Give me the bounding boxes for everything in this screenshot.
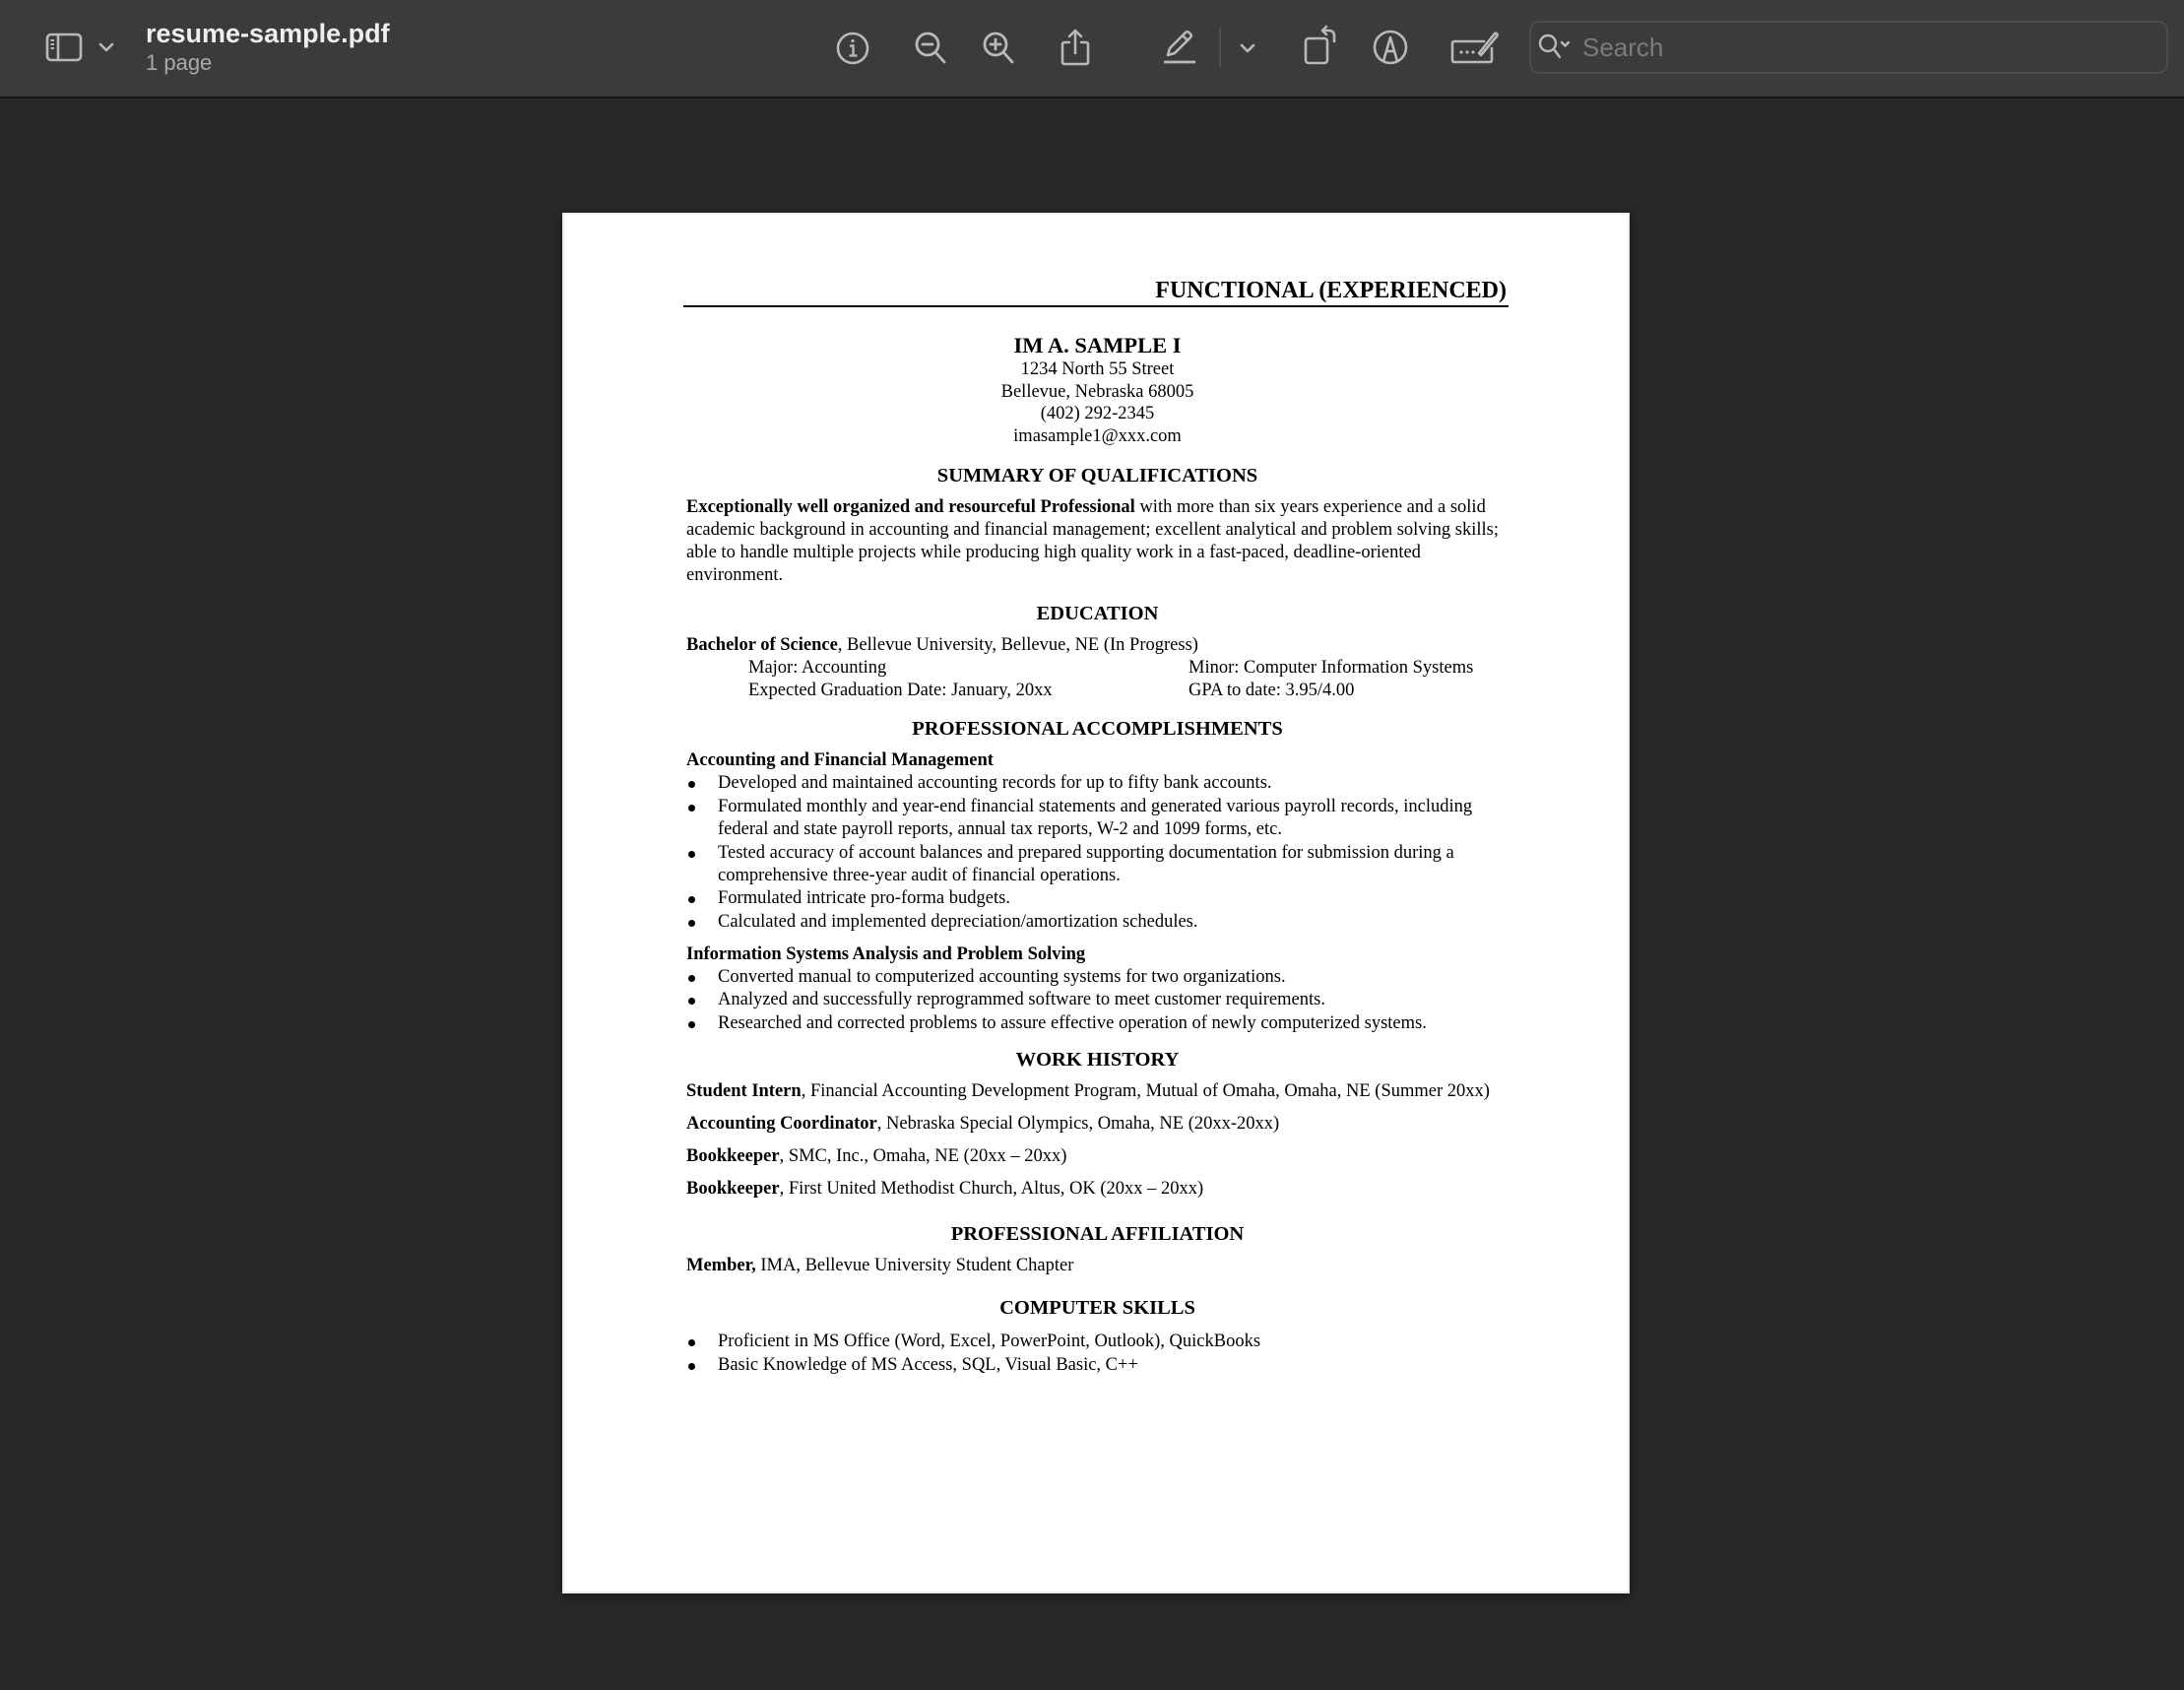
- job-detail: , SMC, Inc., Omaha, NE (20xx – 20xx): [779, 1145, 1067, 1166]
- markup-pen-circle-icon: [1372, 29, 1409, 66]
- toolbar-separator: [1219, 28, 1221, 67]
- list-item-text: Calculated and implemented depreciation/amortization schedules.: [718, 911, 1198, 932]
- job-detail: , Financial Accounting Development Program, Mutual of Omaha, Omaha, NE (Summer 20xx): [801, 1080, 1490, 1101]
- education-row: [686, 680, 1509, 702]
- list-item: [686, 966, 1509, 989]
- summary-lead: Exceptionally well organized and resourceful Professional: [686, 497, 1135, 518]
- street-address: 1234 North 55 Street: [1020, 359, 1175, 379]
- bullet-list: [686, 966, 1509, 1035]
- highlight-menu-button[interactable]: [1235, 33, 1260, 63]
- list-item: [686, 842, 1509, 887]
- sidebar-toggle-button[interactable]: [39, 28, 120, 67]
- zoom-out-icon: [913, 31, 948, 66]
- education-major: Major: Accounting: [748, 658, 887, 679]
- section-title-accomplishments: PROFESSIONAL ACCOMPLISHMENTS: [912, 718, 1283, 741]
- section-title-summary: SUMMARY OF QUALIFICATIONS: [936, 465, 1258, 488]
- education-row: [686, 657, 1509, 680]
- work-history-item: [686, 1080, 1509, 1103]
- pencil-underline-icon: [1160, 28, 1199, 67]
- phone-number: (402) 292-2345: [1040, 404, 1155, 424]
- list-item-text: Analyzed and successfully reprogrammed software to meet customer requirements.: [718, 990, 1325, 1010]
- list-item-text: Formulated monthly and year-end financial statements and generated various payroll records, including federal and state payroll reports, annual tax reports, W-2 and 1099 forms, etc.: [718, 796, 1473, 839]
- list-item-text: Proficient in MS Office (Word, Excel, PowerPoint, Outlook), QuickBooks: [718, 1331, 1261, 1351]
- zoom-out-button[interactable]: [908, 26, 953, 71]
- job-detail: , Nebraska Special Olympics, Omaha, NE (20xx-20xx): [876, 1113, 1280, 1134]
- info-icon: [835, 31, 870, 66]
- pdf-page[interactable]: [562, 213, 1630, 1593]
- sidebar-icon: [44, 32, 84, 63]
- contact-block: [686, 333, 1509, 447]
- signature-field-icon: [1448, 29, 1500, 66]
- document-title: resume-sample.pdf: [146, 19, 390, 48]
- highlight-button[interactable]: [1156, 24, 1203, 71]
- work-history-item: [686, 1113, 1509, 1136]
- job-role: Accounting Coordinator: [686, 1113, 877, 1134]
- candidate-name: IM A. SAMPLE I: [1013, 333, 1182, 358]
- toolbar: [0, 0, 2184, 98]
- page-content: [686, 276, 1509, 1377]
- rotate-left-icon: [1302, 25, 1341, 68]
- search-input[interactable]: [1582, 28, 2153, 67]
- list-item-text: Formulated intricate pro-forma budgets.: [718, 888, 1010, 909]
- list-item-text: Researched and corrected problems to assure effective operation of newly computerized systems.: [718, 1012, 1427, 1033]
- section-title-affiliation: PROFESSIONAL AFFILIATION: [950, 1222, 1245, 1245]
- share-button[interactable]: [1053, 24, 1098, 71]
- share-icon: [1059, 28, 1092, 67]
- job-role: Bookkeeper: [686, 1178, 780, 1199]
- work-history-item: [686, 1145, 1509, 1168]
- list-item: [686, 1331, 1509, 1353]
- list-item: [686, 772, 1509, 795]
- list-item-text: Basic Knowledge of MS Access, SQL, Visual Basic, C++: [718, 1354, 1138, 1375]
- summary-text: with more than six years experience and a solid academic background in accounting and financial management; excellent analytical and problem solving skills; able to handle multiple projects while producing high quality work in a fast-paced, deadline-oriented environment.: [686, 497, 1500, 586]
- zoom-in-icon: [981, 31, 1016, 66]
- list-item: [686, 989, 1509, 1011]
- education-graduation: Expected Graduation Date: January, 20xx: [748, 681, 1053, 701]
- degree-detail: , Bellevue University, Bellevue, NE (In Progress): [837, 635, 1198, 656]
- list-item: [686, 1012, 1509, 1035]
- search-field[interactable]: [1529, 21, 2168, 74]
- subsection-title: Information Systems Analysis and Problem Solving: [686, 943, 1086, 964]
- list-item: [686, 1354, 1509, 1377]
- chevron-down-icon: [1239, 42, 1256, 54]
- work-history-item: [686, 1178, 1509, 1201]
- list-item: [686, 887, 1509, 910]
- section-title-work-history: WORK HISTORY: [1015, 1048, 1180, 1071]
- list-item: [686, 796, 1509, 841]
- job-role: Student Intern: [686, 1080, 802, 1101]
- subsection-title: Accounting and Financial Management: [686, 750, 994, 771]
- document-title-block: [146, 18, 390, 76]
- section-title-education: EDUCATION: [1036, 603, 1159, 625]
- affiliation-item: [686, 1255, 1509, 1277]
- search-icon: [1537, 32, 1576, 62]
- education-degree: [686, 634, 1509, 657]
- list-item-text: Converted manual to computerized accounting systems for two organizations.: [718, 966, 1286, 987]
- affiliation-detail: IMA, Bellevue University Student Chapter: [755, 1255, 1074, 1275]
- education-minor: Minor: Computer Information Systems: [1188, 658, 1474, 679]
- city-state-zip: Bellevue, Nebraska 68005: [1000, 381, 1194, 402]
- markup-button[interactable]: [1368, 24, 1413, 71]
- education-gpa: GPA to date: 3.95/4.00: [1188, 681, 1355, 701]
- page-count: 1 page: [146, 50, 213, 75]
- resume-type-header: FUNCTIONAL (EXPERIENCED): [683, 276, 1509, 307]
- list-item-text: Developed and maintained accounting records for up to fifty bank accounts.: [718, 773, 1272, 794]
- list-item-text: Tested accuracy of account balances and prepared supporting documentation for submission during a comprehensive three-year audit of financial operations.: [718, 842, 1454, 885]
- affiliation-role: Member,: [686, 1255, 756, 1275]
- bullet-list: [686, 772, 1509, 933]
- bullet-list: [686, 1331, 1509, 1377]
- degree-name: Bachelor of Science: [686, 635, 838, 656]
- job-role: Bookkeeper: [686, 1145, 780, 1166]
- form-fill-button[interactable]: [1445, 24, 1503, 71]
- email-address: imasample1@xxx.com: [1013, 425, 1182, 446]
- info-button[interactable]: [830, 26, 875, 71]
- rotate-button[interactable]: [1298, 22, 1345, 71]
- section-title-skills: COMPUTER SKILLS: [999, 1296, 1195, 1319]
- job-detail: , First United Methodist Church, Altus, OK (20xx – 20xx): [779, 1178, 1204, 1199]
- zoom-in-button[interactable]: [976, 26, 1021, 71]
- summary-paragraph: [686, 496, 1509, 587]
- list-item: [686, 911, 1509, 934]
- chevron-down-icon: [97, 41, 115, 53]
